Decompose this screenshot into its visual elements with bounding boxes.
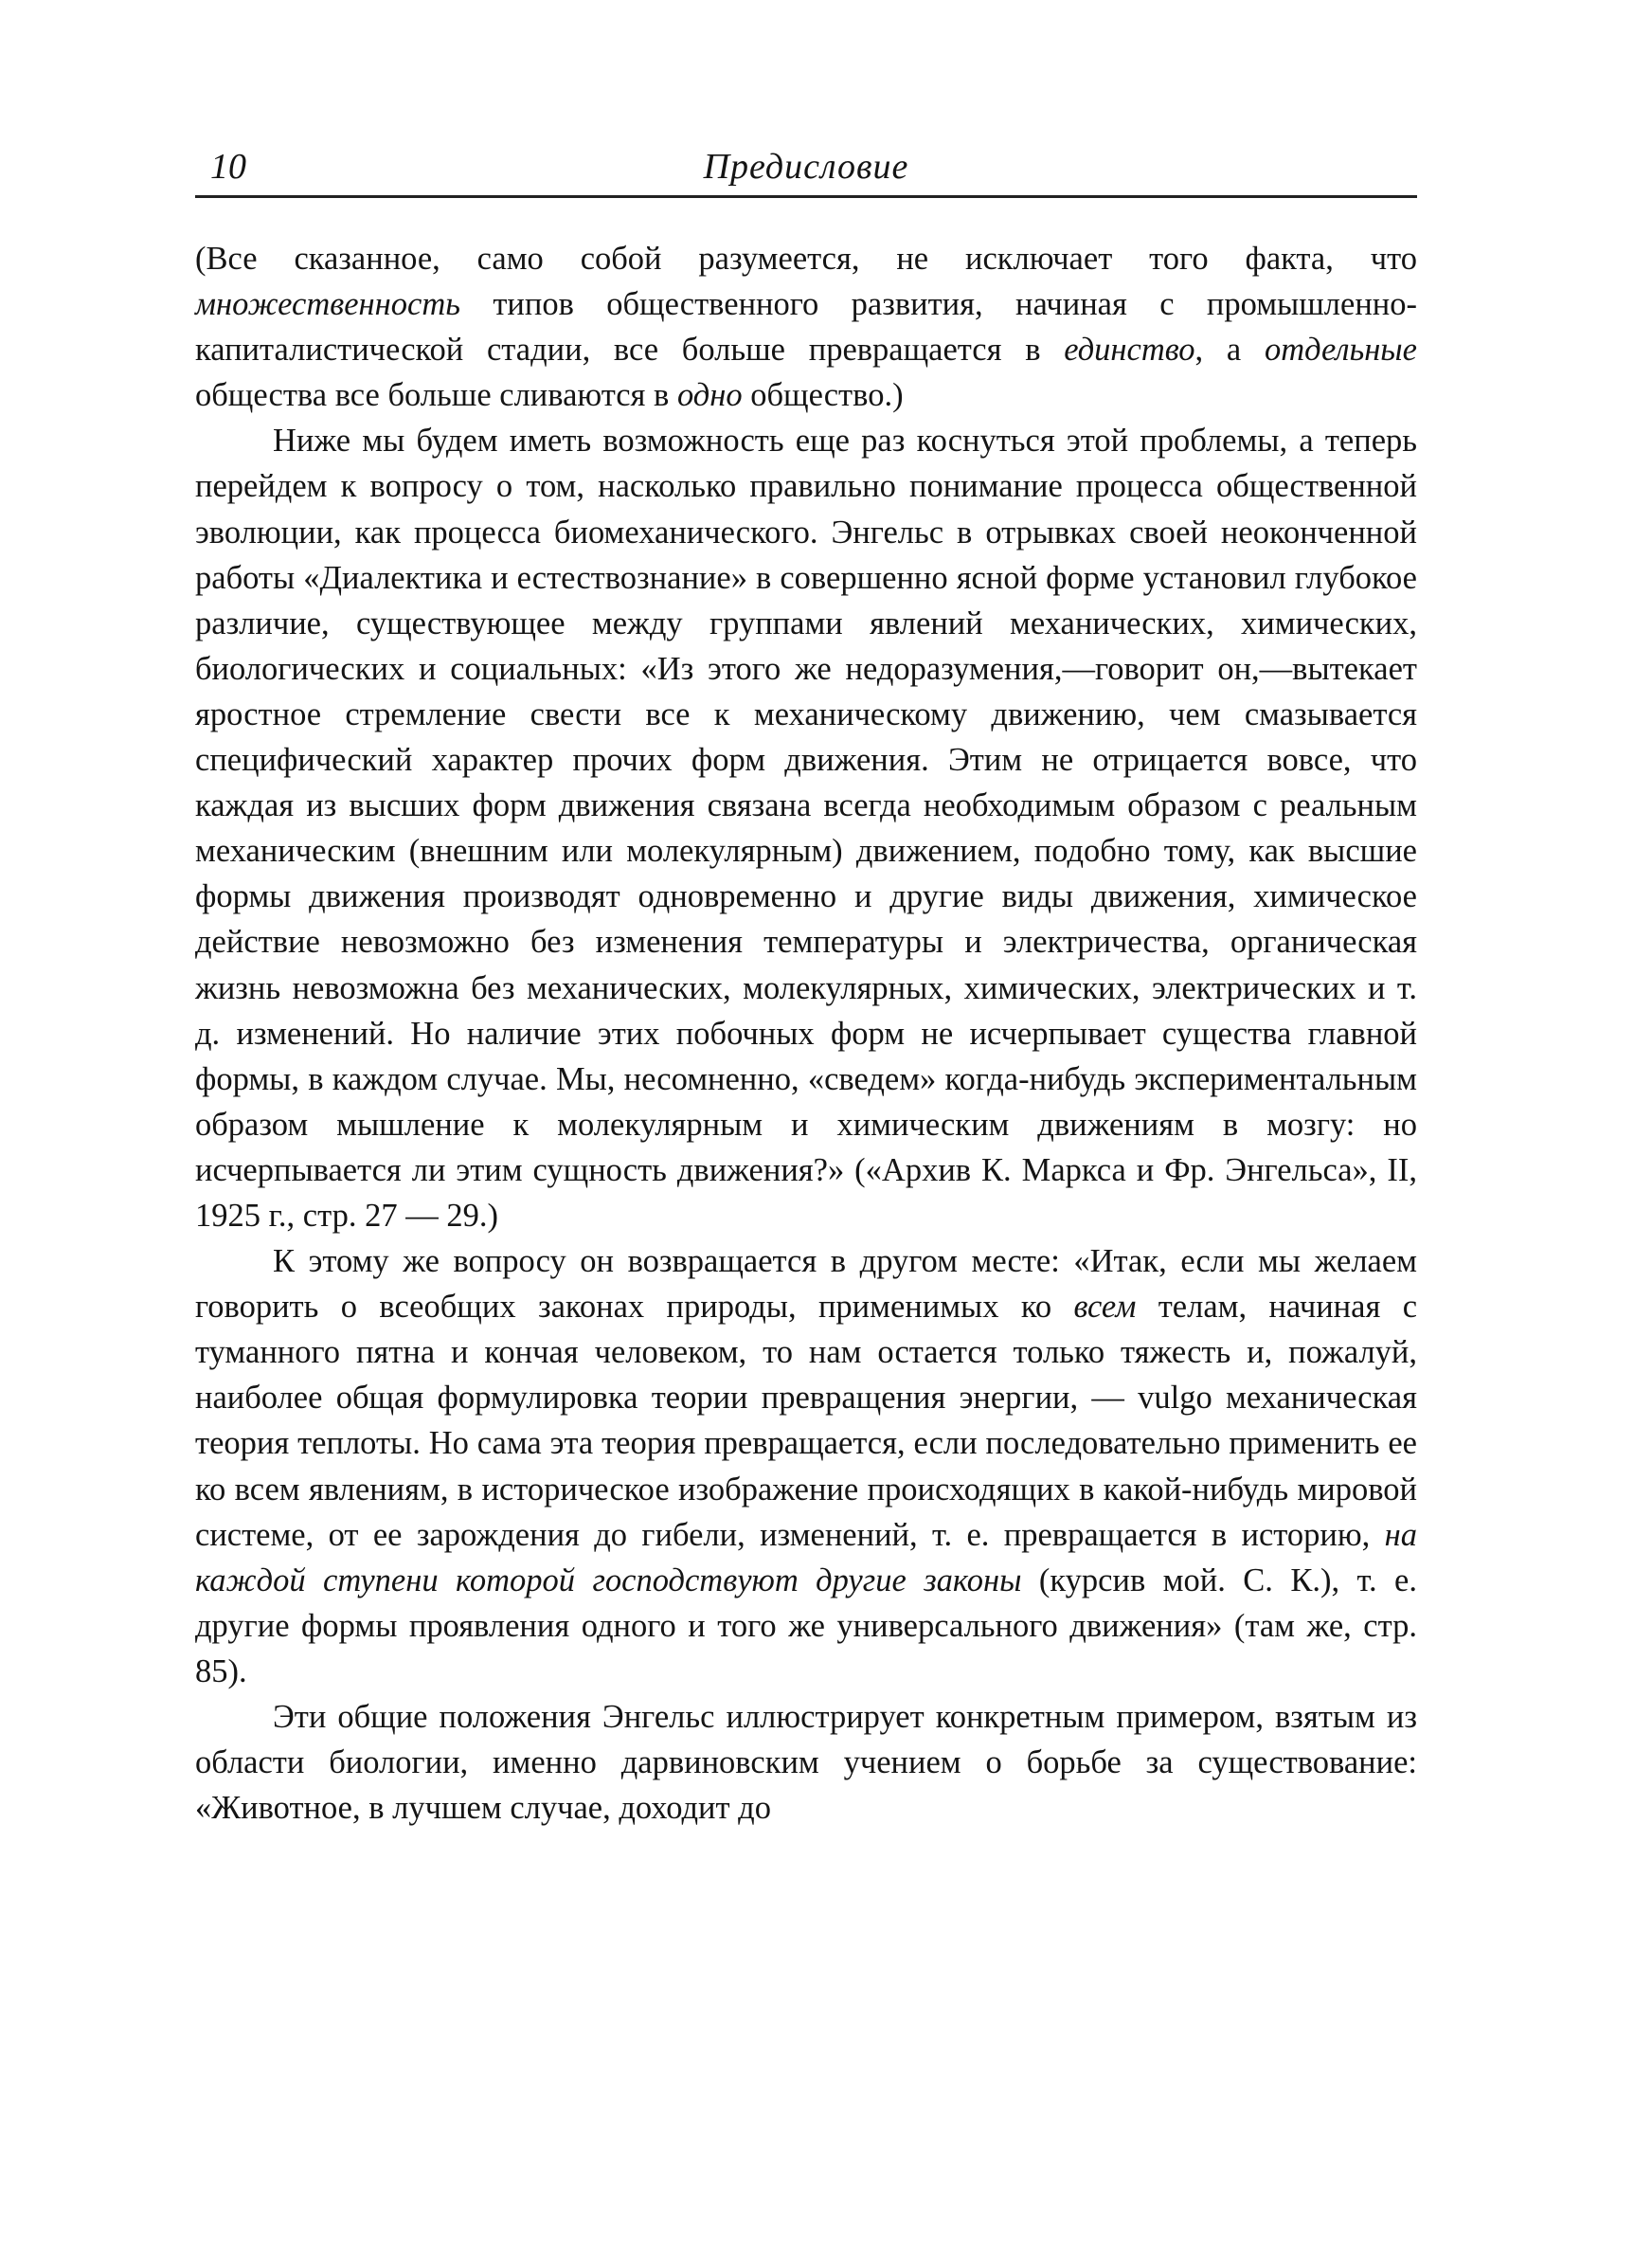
text-run: общество.): [742, 377, 904, 414]
italic-run: единство: [1064, 332, 1195, 369]
text-run: (Все сказанное, само собой разумеется, не исключает того факта, что: [195, 241, 1417, 277]
text-run: общества все больше сливаются в: [195, 377, 677, 414]
text-run: , а: [1194, 332, 1265, 369]
text-run: (курсив мой. С. К.), т. е. другие формы проявления одного и того же универсального движения» (там же, стр. 85).: [195, 1562, 1417, 1689]
italic-run: всем: [1073, 1289, 1137, 1326]
italic-run: на каждой ступени которой господствуют другие законы: [195, 1516, 1417, 1598]
page-number: 10: [210, 147, 246, 187]
paragraph: [195, 1694, 1417, 1831]
text-run: К этому же вопросу он возвращается в другом месте: «Итак, если мы желаем говорить о всеобщих законах природы, применимых ко: [195, 1243, 1417, 1326]
text-run: телам, начиная с туманного пятна и кончая человеком, то нам остается только тяжесть и, пожалуй, наиболее общая формулировка теории превращения энергии, — vulgo механическая теория теплоты. Но сама эта теория превращается, если последовательно применить ее ко всем явлениям, в историческое изображение происходящих в какой-нибудь мировой системе, от ее зарождения до гибели, изменений, т. е. превращается в историю,: [195, 1289, 1418, 1553]
italic-run: отдельные: [1264, 332, 1417, 369]
italic-run: одно: [676, 377, 743, 414]
body-text: [195, 236, 1417, 1831]
text-run: типов общественного развития, начиная с промышленно-капиталистической стадии, все больше превращается в: [195, 286, 1417, 369]
book-page: [195, 142, 1417, 2208]
italic-run: множественность: [195, 286, 460, 323]
running-head: [195, 142, 1417, 198]
paragraph: [195, 236, 1417, 418]
paragraph: [195, 418, 1417, 1238]
running-head-title: Предисловие: [703, 147, 909, 187]
text-run: Ниже мы будем иметь возможность еще раз коснуться этой проблемы, а теперь перейдем к вопросу о том, насколько правильно понимание процесса общественной эволюции, как процесса биомеханического. Энгельс в отрывках своей неоконченной работы «Диалектика и естествознание» в совершенно ясной форме установил глубокое различие, существующее между группами явлений механических, химических, биологических и социальных: «Из этого же недоразумения,—говорит он,—вытекает яростное стремление свести все к механическому движению, чем смазывается специфический характер прочих форм движения. Этим не отрицается вовсе, что каждая из высших форм движения связана всегда необходимым образом с реальным механическим (внешним или молекулярным) движением, подобно тому, как высшие формы движения производят одновременно и другие виды движения, химическое действие невозможно без изменения температуры и электричества, органическая жизнь невозможна без механических, молекулярных, химических, электрических и т. д. изменений. Но наличие этих побочных форм не исчерпывает существа главной формы, в каждом случае. Мы, несомненно, «сведем» когда-нибудь экспериментальным образом мышление к молекулярным и химическим движениям в мозгу: но исчерпывается ли этим сущность движения?» («Архив К. Маркса и Фр. Энгельса», II, 1925 г., стр. 27 — 29.): [195, 423, 1417, 1234]
text-run: Эти общие положения Энгельс иллюстрирует конкретным примером, взятым из области биологии, именно дарвиновским учением о борьбе за существование: «Животное, в лучшем случае, доходит до: [195, 1699, 1417, 1827]
paragraph: [195, 1238, 1417, 1694]
